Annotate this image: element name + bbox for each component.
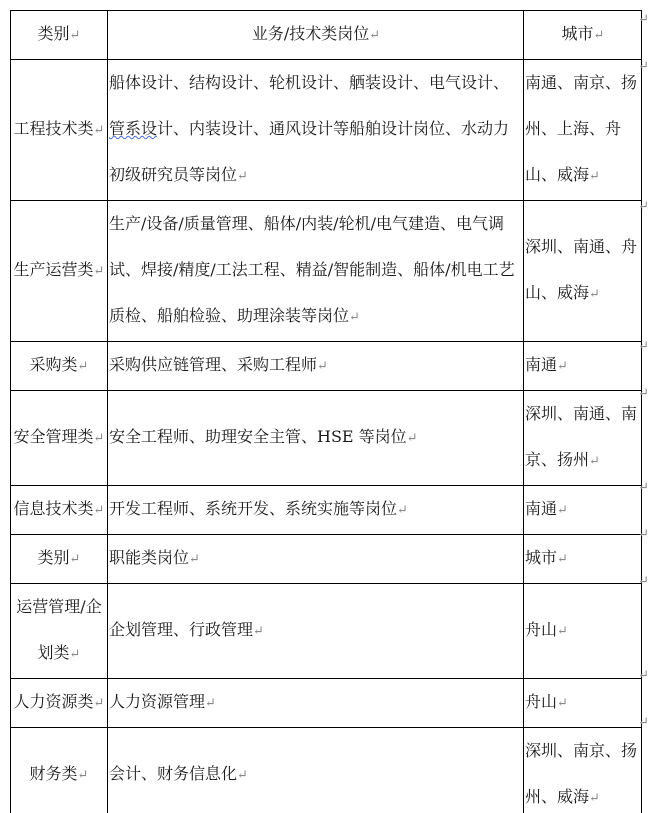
table-row (11, 201, 642, 342)
positions-cell: 采购供应链管理、采购工程师↵ (108, 342, 524, 391)
category-cell: 人力资源类↵ (11, 679, 108, 728)
row-end-mark: ↵ (638, 574, 649, 589)
table-row (11, 60, 642, 201)
category-cell: 类别↵ (11, 535, 108, 584)
city-cell: 舟山↵ (524, 679, 642, 728)
row-end-mark: ↵ (638, 480, 649, 495)
table-row (11, 535, 642, 584)
category-cell: 工程技术类↵ (11, 60, 108, 201)
table-row (11, 679, 642, 728)
city-cell: 城市↵ (524, 535, 642, 584)
positions-cell: 安全工程师、助理安全主管、HSE 等岗位↵ (108, 391, 524, 486)
table-row (11, 342, 642, 391)
row-end-mark: ↵ (638, 668, 649, 683)
table-header-row (11, 11, 642, 60)
positions-cell: 开发工程师、系统开发、系统实施等岗位↵ (108, 486, 524, 535)
category-cell: 生产运营类↵ (11, 201, 108, 342)
row-end-mark: ↵ (638, 199, 649, 214)
row-end-mark: ↵ (638, 715, 649, 730)
header-category: 类别↵ (11, 11, 108, 60)
positions-cell: 船体设计、结构设计、轮机设计、舾装设计、电气设计、管系设计、内装设计、通风设计等船舶设计岗位、水动力初级研究员等岗位↵ (108, 60, 524, 201)
category-cell: 采购类↵ (11, 342, 108, 391)
job-positions-table (10, 10, 642, 813)
category-cell: 运营管理/企划类↵ (11, 584, 108, 679)
city-cell: 深圳、南京、扬州、威海↵ (524, 728, 642, 813)
category-cell: 信息技术类↵ (11, 486, 108, 535)
city-cell: 南通、南京、扬州、上海、舟山、威海↵ (524, 60, 642, 201)
table-row (11, 728, 642, 813)
table-row (11, 391, 642, 486)
positions-cell: 生产/设备/质量管理、船体/内装/轮机/电气建造、电气调试、焊接/精度/工法工程、精益/智能制造、船体/机电工艺质检、船舶检验、助理涂装等岗位↵ (108, 201, 524, 342)
row-end-mark: ↵ (638, 386, 649, 401)
positions-cell: 会计、财务信息化↵ (108, 728, 524, 813)
row-end-mark: ↵ (638, 12, 649, 27)
positions-cell: 企划管理、行政管理↵ (108, 584, 524, 679)
category-cell: 安全管理类↵ (11, 391, 108, 486)
row-end-mark: ↵ (638, 339, 649, 354)
header-city: 城市↵ (524, 11, 642, 60)
city-cell: 深圳、南通、舟山、威海↵ (524, 201, 642, 342)
header-positions: 业务/技术类岗位↵ (108, 11, 524, 60)
city-cell: 南通↵ (524, 342, 642, 391)
city-cell: 南通↵ (524, 486, 642, 535)
city-cell: 舟山↵ (524, 584, 642, 679)
table-row (11, 486, 642, 535)
city-cell: 深圳、南通、南京、扬州↵ (524, 391, 642, 486)
spellcheck-underline: 管系设 (109, 119, 158, 138)
category-cell: 财务类↵ (11, 728, 108, 813)
positions-cell: 人力资源管理↵ (108, 679, 524, 728)
row-end-mark: ↵ (638, 527, 649, 542)
table-row (11, 584, 642, 679)
row-end-mark: ↵ (638, 59, 649, 74)
positions-cell: 职能类岗位↵ (108, 535, 524, 584)
